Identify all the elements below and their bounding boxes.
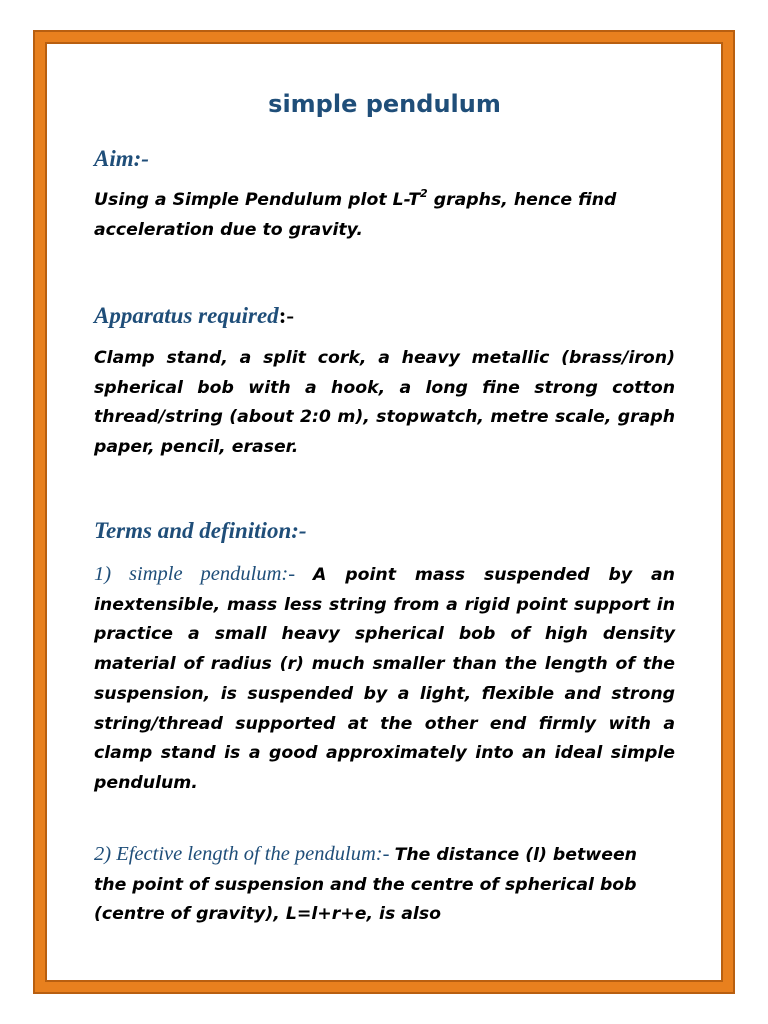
apparatus-heading xyxy=(94,303,294,329)
term-effective-length-text: The distance (l) between the point of suspension and the centre of spherical bob (centre of gravity), L=l+r+e, is also xyxy=(94,845,637,925)
document-title: simple pendulum xyxy=(268,90,501,118)
aim-text-part1: Using a Simple Pendulum plot L-T xyxy=(94,190,421,210)
apparatus-heading-suffix: :- xyxy=(278,303,295,328)
apparatus-heading-text: Apparatus required xyxy=(94,303,279,328)
term-simple-pendulum-label: 1) simple pendulum:- xyxy=(94,563,314,585)
aim-text xyxy=(94,186,675,245)
aim-superscript: 2 xyxy=(420,187,428,200)
apparatus-text: Clamp stand, a split cork, a heavy metallic (brass/iron) spherical bob with a hook, a long fine strong cotton thread/string (about 2:0 m), stopwatch, metre scale, graph paper, pencil, eraser. xyxy=(94,348,675,458)
aim-text-part2: graphs, hence find acceleration due to gravity. xyxy=(94,190,617,240)
term-simple-pendulum-text: A point mass suspended by an inextensible, mass less string from a rigid point support in practice a small heavy spherical bob of high density material of radius (r) much smaller than the length of the suspension, is suspended by a light, flexible and strong string/thread supported at the other end firmly with a clamp stand is a good approximately into an ideal simple pendulum. xyxy=(94,565,675,793)
terms-heading: Terms and definition:- xyxy=(94,518,307,543)
term-simple-pendulum xyxy=(94,560,675,799)
aim-heading: Aim:- xyxy=(94,146,149,171)
term-effective-length-label: 2) Efective length of the pendulum:- xyxy=(94,843,395,865)
term-effective-length xyxy=(94,840,639,930)
